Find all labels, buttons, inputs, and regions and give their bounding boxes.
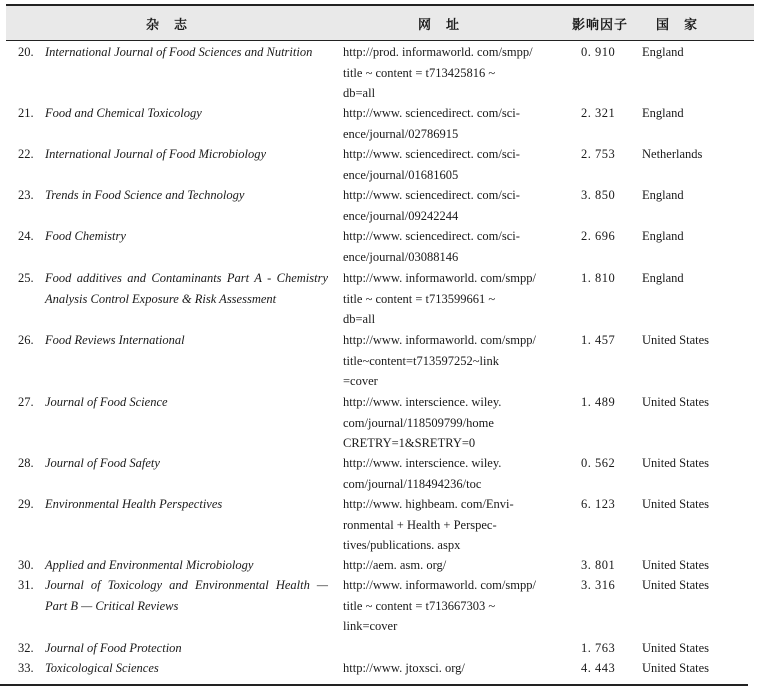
journal-url: http://www. sciencedirect. com/sci- ence/journal/01681605 [343,147,520,182]
impact-factor: 0. 910 [581,45,616,59]
country: England [642,45,684,59]
journal-table [6,4,754,675]
impact-factor: 4. 443 [581,661,616,675]
journal-name: Journal of Food Safety [45,456,160,470]
country: United States [642,558,710,572]
country: United States [642,641,710,655]
impact-factor: 3. 850 [581,188,616,202]
row-number: 20. [18,45,34,59]
impact-factor: 2. 696 [581,229,616,243]
country: United States [642,497,710,511]
header-country: 国 家 [656,18,699,33]
journal-name: Applied and Environmental Microbiology [45,558,254,572]
journal-url: http://www. informaworld. com/smpp/ title ~ content = t713599661 ~ db=all [343,271,536,327]
journal-url: http://prod. informaworld. com/smpp/ title ~ content = t713425816 ~ db=all [343,45,533,101]
journal-url: http://www. sciencedirect. com/sci- ence/journal/03088146 [343,229,520,264]
country: United States [642,395,710,409]
row-number: 26. [18,333,34,347]
impact-factor: 0. 562 [581,456,616,470]
journal-name: Food Chemistry [45,229,126,243]
country: England [642,188,684,202]
country: England [642,271,684,285]
journal-name: Food Reviews International [45,333,185,347]
header-impact-factor: 影响因子 [572,18,629,33]
country: England [642,229,684,243]
journal-name: Journal of Toxicology and Environmental Health — Part B — Critical Reviews [45,578,328,613]
country: England [642,106,684,120]
journal-url: http://www. sciencedirect. com/sci- ence/journal/09242244 [343,188,520,223]
impact-factor: 2. 321 [581,106,616,120]
row-number: 22. [18,147,34,161]
country: United States [642,333,710,347]
impact-factor: 1. 763 [581,641,616,655]
header-url: 网 址 [418,18,461,33]
country: United States [642,578,710,592]
journal-url: http://www. jtoxsci. org/ [343,661,465,675]
impact-factor: 6. 123 [581,497,616,511]
row-number: 25. [18,271,34,285]
impact-factor: 2. 753 [581,147,616,161]
table-bottom-rule [0,684,748,686]
journal-url: http://www. sciencedirect. com/sci- ence/journal/02786915 [343,106,520,141]
journal-url: http://aem. asm. org/ [343,558,447,572]
journal-name: Food additives and Contaminants Part A - Chemistry Analysis Control Exposure & Risk Assessment [45,271,328,306]
row-number: 23. [18,188,34,202]
journal-url: http://www. informaworld. com/smpp/ title ~ content = t713667303 ~ link=cover [343,578,536,634]
journal-url: http://www. informaworld. com/smpp/ title~content=t713597252~link =cover [343,333,536,389]
journal-url: http://www. interscience. wiley. com/journal/118494236/toc [343,456,502,491]
row-number: 29. [18,497,34,511]
country: Netherlands [642,147,703,161]
row-number: 24. [18,229,34,243]
header-journal: 杂 志 [146,18,189,33]
row-number: 21. [18,106,34,120]
impact-factor: 1. 810 [581,271,616,285]
row-number: 30. [18,558,34,572]
impact-factor: 1. 489 [581,395,616,409]
row-number: 32. [18,641,34,655]
country: United States [642,661,710,675]
journal-name: International Journal of Food Sciences and Nutrition [45,45,313,59]
journal-url: http://www. highbeam. com/Envi- ronmental + Health + Perspec- tives/publications. aspx [343,497,514,553]
country: United States [642,456,710,470]
impact-factor: 3. 316 [581,578,616,592]
journal-url: http://www. interscience. wiley. com/journal/118509799/home CRETRY=1&SRETRY=0 [343,395,502,451]
journal-name: Environmental Health Perspectives [45,497,223,511]
row-number: 31. [18,578,34,592]
journal-name: Toxicological Sciences [45,661,159,675]
row-number: 27. [18,395,34,409]
table-header [6,4,754,41]
journal-name: Food and Chemical Toxicology [45,106,202,120]
row-number: 28. [18,456,34,470]
journal-name: Journal of Food Protection [45,641,182,655]
impact-factor: 3. 801 [581,558,616,572]
row-number: 33. [18,661,34,675]
journal-name: Trends in Food Science and Technology [45,188,245,202]
impact-factor: 1. 457 [581,333,616,347]
journal-name: Journal of Food Science [45,395,168,409]
journal-name: International Journal of Food Microbiology [45,147,267,161]
